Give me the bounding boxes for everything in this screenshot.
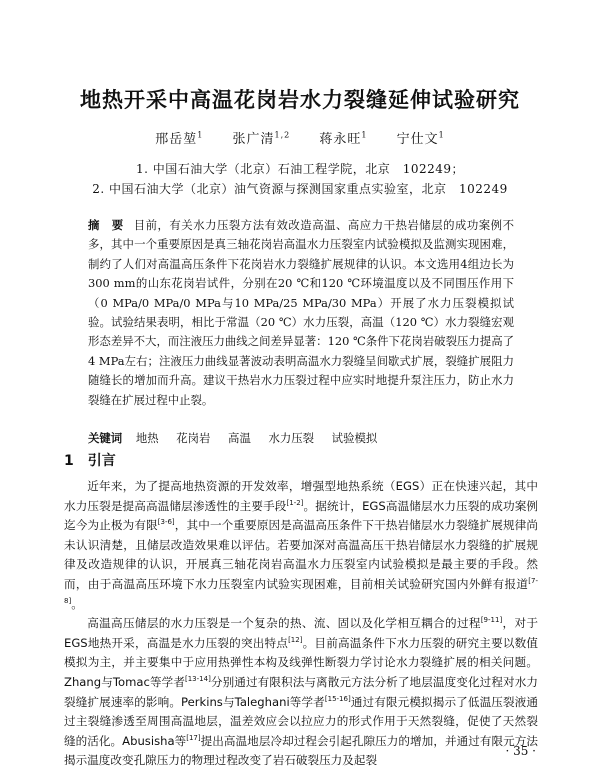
keywords (88, 430, 514, 446)
affiliation-2: 2. 中国石油大学（北京）油气资源与探测国家重点实验室，北京 102249 (92, 182, 508, 196)
body-text (64, 477, 538, 771)
keyword: 地热 (135, 431, 159, 445)
keyword: 试验模拟 (331, 431, 378, 445)
affiliation-1: 1. 中国石油大学（北京）石油工程学院，北京 102249； (135, 162, 465, 176)
author: 蒋永旺$^1$ (319, 130, 368, 147)
keyword: 花岗岩 (176, 431, 211, 445)
section-heading (64, 450, 116, 470)
author: 张广清$^{1,2}$ (232, 130, 291, 147)
section-title: 引言 (87, 453, 116, 469)
author-list (0, 128, 600, 147)
paragraph: 近年来，为了提高地热资源的开发效率，增强型地热系统（EGS）正在快速兴起，其中水力压裂是提高高温储层渗透性的主要手段[1-2]。据统计，EGS高温储层水力压裂的成功案例迄今为止极为有限[3-6]，其中一个重要原因是高温高压条件下干热岩储层水力裂缝扩展规律尚未认识清楚，且储层改造效果难以评估。若要加深对高温高压干热岩储层水力裂缝的扩展规律及改造规律的认识，开展真三轴花岗岩高温水力压裂室内试验模拟是最主要的手段。然而，由于高温高压环境下水力压裂室内试验实现困难，目前相关试验研究国内外鲜有报道[7-8]。 (64, 479, 538, 611)
abstract-label: 摘 要 (88, 218, 124, 232)
author: 邢岳堃$^1$ (155, 130, 204, 147)
abstract-text: 目前，有关水力压裂方法有效改造高温、高应力干热岩储层的成功案例不多，其中一个重要原因是真三轴花岗岩高温水力压裂室内试验模拟及监测实现困难，制约了人们对高温高压条件下花岗岩水力裂缝扩展规律的认识。本文选用4组边长为300 mm的山东花岗岩试件，分别在20 ℃和120 ℃环境温度以及不同围压作用下（0 MPa/0 MPa/0 MPa与10 MPa/25 MPa/30 MPa）开展了水力压裂模拟试验。试验结果表明，相比于常温（20 ℃）水力压裂，高温（120 ℃）水力裂缝宏观形态差异不大，而注液压力曲线之间差异显著：120 ℃条件下花岗岩破裂压力提高了4 MPa左右；注液压力曲线显著波动表明高温水力裂缝呈间歇式扩展，裂缝扩展阻力随缝长的增加而升高。建议干热岩水力压裂过程中应实时地提升泵注压力，防止水力裂缝在扩展过程中止裂。 (88, 218, 514, 407)
keyword: 高温 (228, 431, 251, 445)
abstract (88, 216, 514, 410)
author: 宁仕文$^1$ (396, 130, 445, 147)
section-number: 1 (64, 453, 74, 469)
paper-title: 地热开采中高温花岗岩水力裂缝延伸试验研究 (80, 88, 520, 112)
keyword: 水力压裂 (268, 431, 315, 445)
keywords-label: 关键词 (88, 431, 123, 445)
paragraph: 高温高压储层的水力压裂是一个复杂的热、流、固以及化学相互耦合的过程[9-11]，对于EGS地热开采，高温是水力压裂的突出特点[12]。目前高温条件下水力压裂的研究主要以数值模拟为主，并主要集中于应用热弹性本构及线弹性断裂力学讨论水力裂缝扩展的相关问题。Zhang与Tomac等学者[13-14]分别通过有限积法与离散元方法分析了地层温度变化过程对水力裂缝扩展速率的影响。Perkins与Taleghani等学者[15-16]通过有限元模拟揭示了低温压裂液通过主裂缝渗透至周围高温地层，温差效应会以拉应力的形式作用于天然裂缝，促使了天然裂缝的活化。Abusisha等[17]提出高温地层冷却过程会引起孔隙压力的增加，并通过有限元方法揭示温度改变孔隙压力的物理过程改变了岩石破裂压力及起裂 (64, 616, 538, 768)
page-number: · 35 · (505, 744, 536, 758)
